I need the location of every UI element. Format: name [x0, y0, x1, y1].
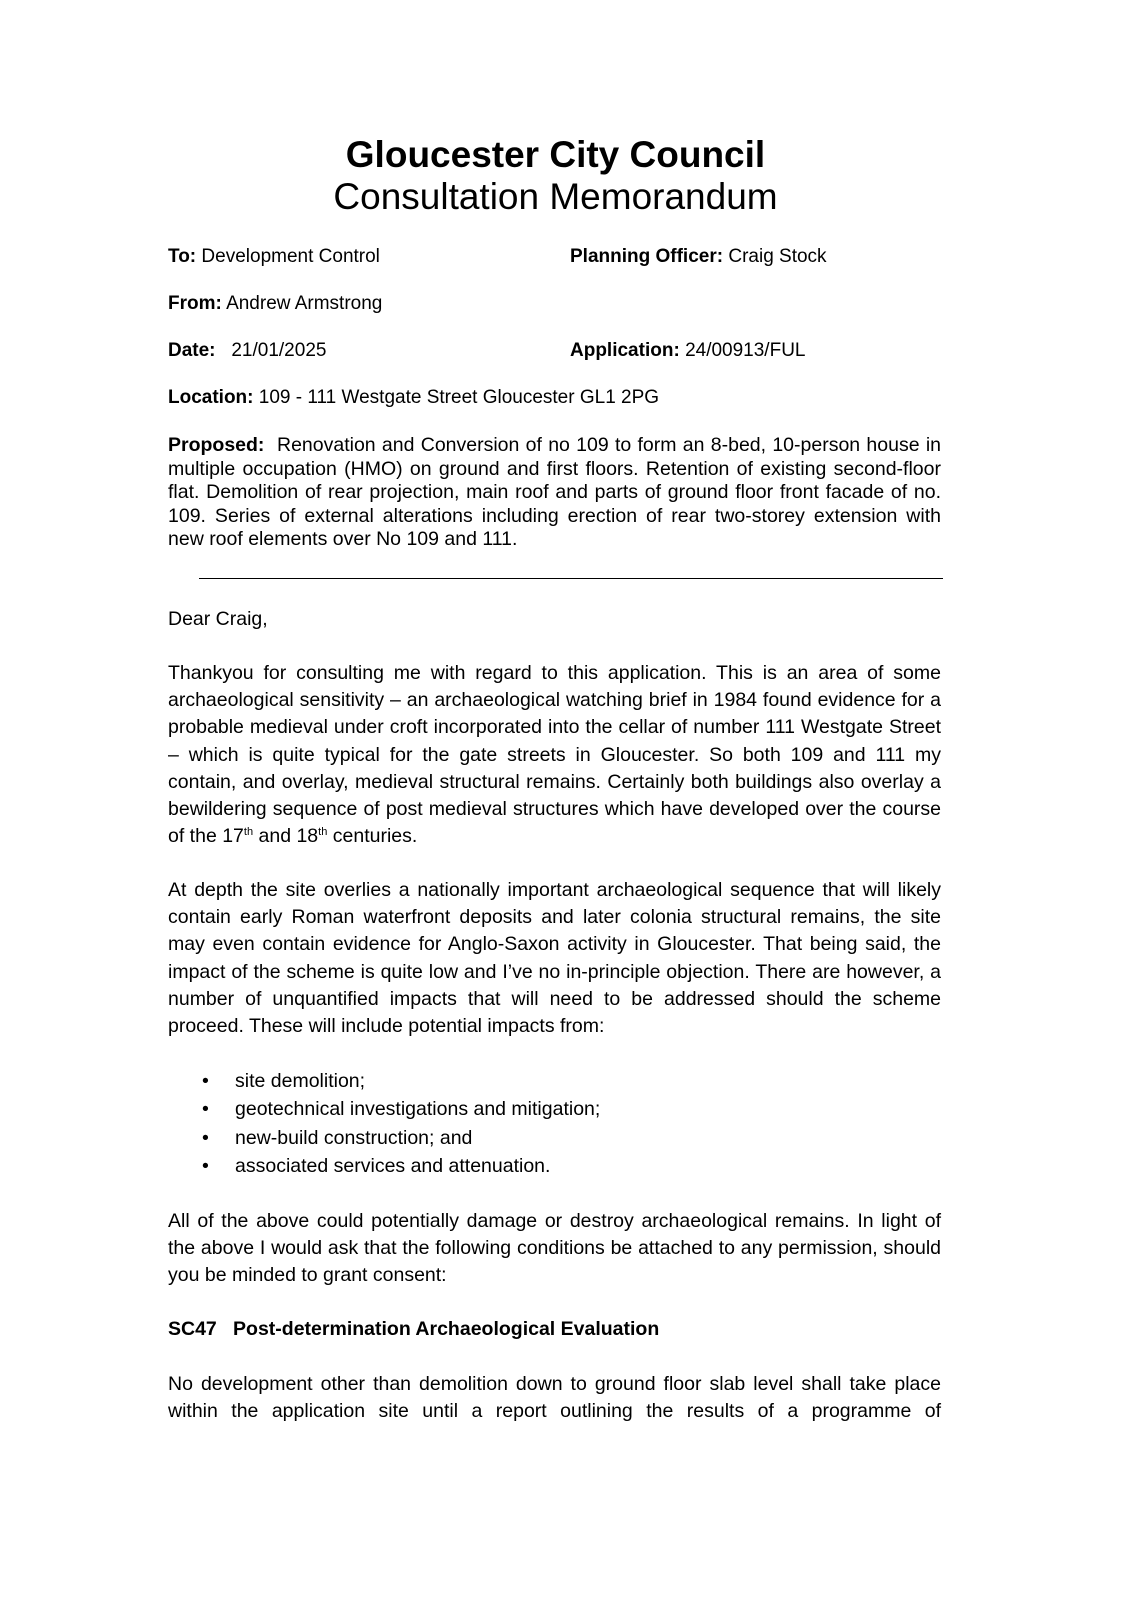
list-item-text: site demolition; [235, 1070, 366, 1092]
from-label: From: [168, 293, 222, 314]
location-field [168, 386, 659, 410]
date-value: 21/01/2025 [231, 340, 327, 361]
application-label: Application: [570, 340, 680, 361]
list-item [168, 1067, 941, 1095]
paragraph-1-end: centuries. [327, 825, 418, 848]
paragraph-4: No development other than demolition down to ground floor slab level shall take place within the application site until a report outlining the results of a programme of [168, 1373, 941, 1423]
to-value: Development Control [201, 246, 380, 267]
application-field [570, 339, 805, 363]
condition-code: SC47 [168, 1318, 217, 1340]
paragraph-1-text: Thankyou for consulting me with regard to this application. This is an area of some archaeological sensitivity – an archaeological watching brief in 1984 found evidence for a probable medieval under croft incorporated into the cellar of number 111 Westgate Street – which is quite typical for the gate streets in Gloucester. So both 109 and 111 my contain, and overlay, medieval structural remains. Certainly both buildings also overlay a bewildering sequence of post medieval structures which have developed over the course of the 17 [168, 662, 941, 848]
from-value: Andrew Armstrong [226, 293, 383, 314]
date-label: Date: [168, 340, 216, 361]
superscript: th [243, 826, 254, 839]
bullet-icon: • [202, 1126, 209, 1149]
list-item-text: geotechnical investigations and mitigation; [235, 1098, 601, 1121]
proposed-field [168, 434, 941, 552]
condition-title: Post-determination Archaeological Evaluation [233, 1318, 660, 1340]
location-label: Location: [168, 387, 254, 408]
list-item-text: associated services and attenuation. [235, 1154, 551, 1177]
paragraph-1-mid: and 18 [253, 825, 319, 848]
paragraph-3: All of the above could potentially damage or destroy archaeological remains. In light of the above I would ask that the following conditions be attached to any permission, should you be minded to grant consent: [168, 1210, 941, 1287]
proposed-value: Renovation and Conversion of no 109 to form an 8-bed, 10-person house in multiple occupation (HMO) on ground and first floors. Retention of existing second-floor flat. Demolition of rear projection, main roof and parts of ground floor front facade of no. 109. Series of external alterations including erection of rear two-storey extension with new roof elements over No 109 and 111. [168, 434, 941, 551]
location-value: 109 - 111 Westgate Street Gloucester GL1 2PG [258, 387, 660, 408]
officer-value: Craig Stock [728, 246, 827, 267]
officer-label: Planning Officer: [570, 246, 724, 267]
from-field [168, 292, 382, 316]
bullet-icon: • [202, 1154, 209, 1177]
proposed-label: Proposed: [168, 434, 265, 456]
planning-officer-field [570, 245, 827, 269]
salutation: Dear Craig, [168, 608, 268, 630]
bullet-icon: • [202, 1098, 209, 1121]
list-item-text: new-build construction; and [235, 1126, 473, 1149]
date-field [168, 339, 326, 363]
superscript: th [318, 826, 328, 839]
to-field [168, 245, 380, 269]
application-value: 24/00913/FUL [685, 340, 806, 361]
impacts-list [168, 1067, 941, 1180]
paragraph-2: At depth the site overlies a nationally important archaeological sequence that will likely contain early Roman waterfront deposits and later colonia structural remains, the site may even contain evidence for Anglo-Saxon activity in Gloucester. That being said, the impact of the scheme is quite low and I’ve no in-principle objection. There are however, a number of unquantified impacts that will need to be addressed should the scheme proceed. These will include potential impacts from: [168, 879, 941, 1038]
divider [199, 578, 943, 579]
org-title: Gloucester City Council [345, 134, 766, 175]
list-item [168, 1124, 941, 1152]
paragraph-1 [168, 660, 941, 850]
bullet-icon: • [202, 1070, 209, 1092]
condition-heading [168, 1316, 941, 1343]
list-item [168, 1095, 941, 1123]
doc-type-title: Consultation Memorandum [333, 176, 778, 217]
list-item [168, 1152, 941, 1180]
to-label: To: [168, 246, 197, 267]
